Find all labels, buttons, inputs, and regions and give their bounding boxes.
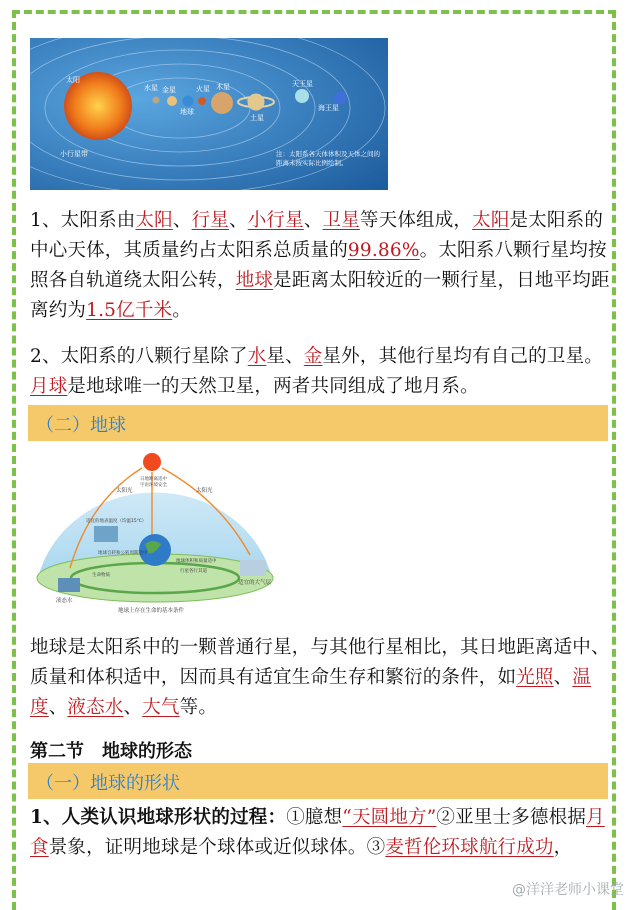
paragraph-solar-system: 1、太阳系由太阳、行星、小行星、卫星等天体组成，太阳是太阳系的中心天体，其质量约占太阳系总质量的99.86%。太阳系八颗行星均按照各自轨道绕太阳公转，地球是距离太阳较近的一颗行星，日地平均距离约为1.5亿千米。 — [30, 210, 610, 321]
label-temperature: 适宜的地表温度（均温15℃） — [86, 519, 147, 524]
label-safe: 宇宙环境安全 — [140, 483, 167, 488]
label-atmosphere: 适宜的大气层 — [238, 580, 272, 586]
earth-conditions-figure — [30, 450, 280, 620]
label-saturn: 土星 — [250, 114, 264, 122]
paragraph-earth-shape: 1、人类认识地球形状的过程：①臆想“天圆地方”②亚里士多德根据月食景象，证明地球是个球体或近似球体。③麦哲伦环球航行成功， — [30, 807, 605, 858]
atmosphere-photo — [240, 560, 266, 576]
label-right-sunlight: 太阳光 — [196, 488, 213, 494]
highlight-venus: 金 — [303, 346, 323, 367]
watermark: @洋洋老师小课堂 — [512, 882, 624, 898]
label-jupiter: 木星 — [216, 83, 230, 91]
label-orbit: 行星各行其道 — [180, 569, 207, 574]
highlight-sun: 太阳 — [135, 210, 173, 231]
highlight-atmosphere: 大气 — [142, 697, 180, 718]
label-neptune: 海王星 — [318, 104, 339, 112]
highlight-planet: 行星 — [191, 210, 229, 231]
highlight-mercury: 水 — [247, 346, 267, 367]
label-distance: 日地距离适中 — [140, 477, 167, 482]
highlight-asteroid: 小行星 — [247, 210, 304, 231]
paragraph-satellites: 2、太阳系的八颗行星除了水星、金星外，其他行星均有自己的卫星。月球是地球唯一的天然卫星，两者共同组成了地月系。 — [30, 346, 603, 397]
sun-icon-2 — [143, 453, 161, 471]
mercury-icon — [153, 97, 160, 104]
highlight-earth: 地球 — [235, 270, 274, 291]
highlight-distance: 1.5亿千米 — [86, 300, 173, 321]
label-earth: 地球 — [180, 108, 194, 116]
label-mars: 火星 — [196, 85, 210, 93]
label-mass: 地球体积和质量适中 — [176, 559, 217, 564]
label-uranus: 天王星 — [292, 80, 313, 88]
venus-icon — [167, 96, 177, 106]
band-title-2: （一）地球的形状 — [36, 773, 180, 794]
section-title: 第二节 地球的形态 — [30, 741, 192, 762]
jupiter-icon — [211, 92, 233, 114]
water-photo — [58, 578, 80, 592]
solar-figure-note: 注：太阳系各天体体积及天体之间的距离未按实际比例绘制。 — [276, 150, 380, 167]
highlight-sun-2: 太阳 — [472, 210, 510, 231]
uranus-icon — [295, 89, 309, 103]
highlight-satellite: 卫星 — [322, 210, 360, 231]
label-sun: 太阳 — [66, 76, 80, 84]
label-evolution: 生命物质 — [92, 573, 110, 578]
label-mercury: 水星 — [144, 84, 158, 92]
solar-system-figure — [30, 38, 388, 190]
earth-icon — [183, 96, 194, 107]
figure-caption: 地球上存在生命的基本条件 — [118, 608, 185, 614]
highlight-temperature: 温度 — [30, 667, 592, 718]
highlight-magellan: 麦哲伦环球航行成功 — [385, 837, 554, 858]
label-venus: 金星 — [162, 86, 176, 94]
temperature-photo — [94, 526, 118, 542]
neptune-icon — [334, 92, 347, 105]
label-water: 液态水 — [56, 598, 73, 604]
saturn-icon — [248, 94, 265, 111]
label-left-sunlight: 太阳光 — [116, 488, 133, 494]
paragraph-earth: 地球是太阳系中的一颗普通行星，与其他行星相比，其日地距离适中、质量和体积适中，因而具有适宜生命生存和繁衍的条件，如光照、温度、液态水、大气等。 — [30, 637, 610, 718]
highlight-lunar-eclipse: 月食 — [30, 807, 605, 858]
label-rotation: 地球自转和公转周期适中 — [98, 551, 148, 556]
highlight-moon: 月球 — [30, 376, 68, 397]
section-band-earth — [28, 405, 608, 441]
highlight-liquid-water: 液态水 — [67, 697, 124, 718]
label-asteroid-belt: 小行星带 — [60, 150, 88, 158]
mars-icon — [198, 97, 206, 105]
band-title: （二）地球 — [36, 415, 126, 436]
highlight-light: 光照 — [516, 667, 554, 688]
highlight-mass-ratio: 99.86% — [347, 240, 420, 261]
highlight-round-sky: “天圆地方” — [342, 807, 437, 828]
section-band-shape — [28, 763, 608, 799]
